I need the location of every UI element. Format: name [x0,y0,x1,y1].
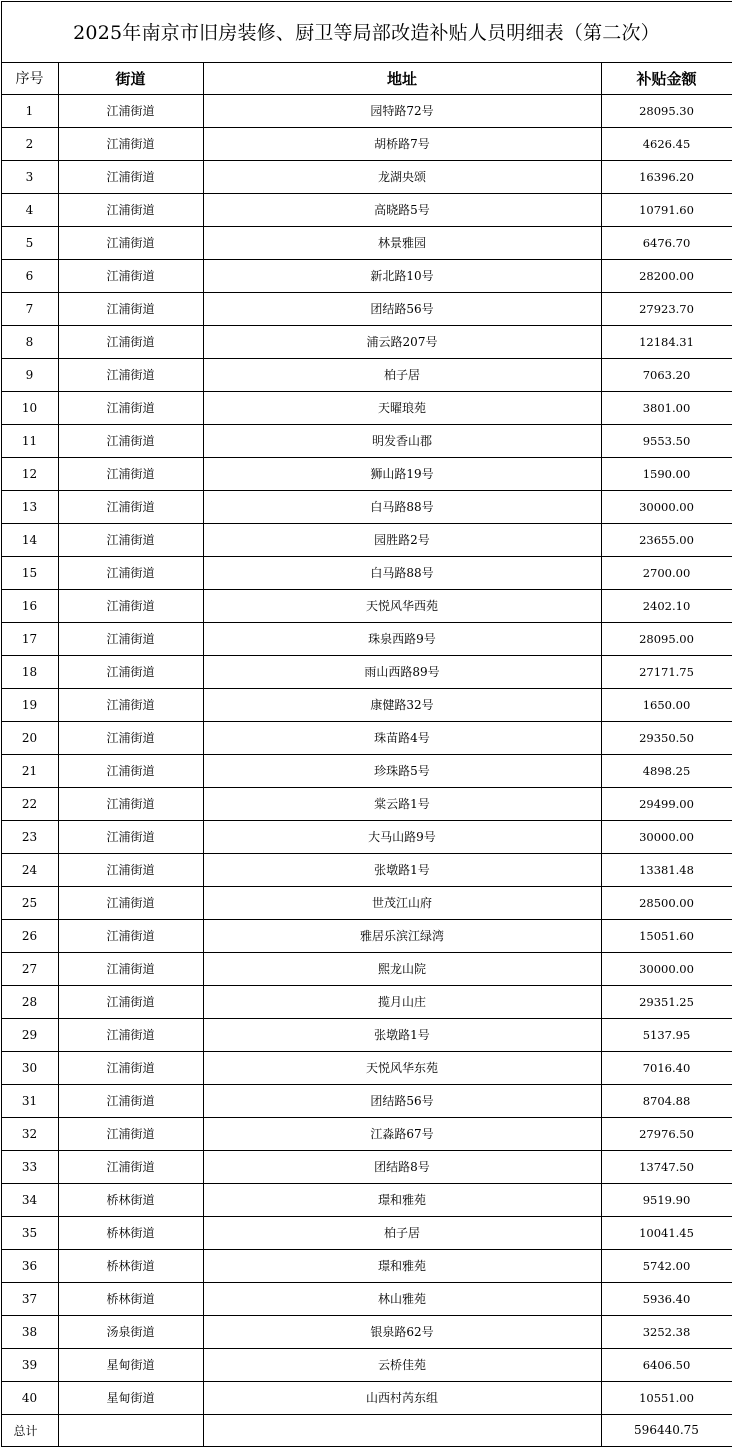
table-row [1,160,732,193]
cell-address: 龙湖央颂 [203,160,601,193]
cell-index: 12 [1,457,58,490]
cell-amount: 6406.50 [601,1348,732,1381]
cell-address: 棠云路1号 [203,787,601,820]
table-row [1,358,732,391]
cell-street: 江浦街道 [58,589,203,622]
cell-street: 桥林街道 [58,1183,203,1216]
cell-address: 狮山路19号 [203,457,601,490]
table-row [1,589,732,622]
cell-index: 35 [1,1216,58,1249]
cell-street: 江浦街道 [58,391,203,424]
cell-index: 22 [1,787,58,820]
cell-amount: 28500.00 [601,886,732,919]
table-row [1,1216,732,1249]
cell-street: 江浦街道 [58,688,203,721]
cell-amount: 30000.00 [601,490,732,523]
cell-amount: 2700.00 [601,556,732,589]
cell-index: 17 [1,622,58,655]
cell-amount: 7063.20 [601,358,732,391]
cell-index: 21 [1,754,58,787]
cell-street: 江浦街道 [58,1018,203,1051]
cell-amount: 5936.40 [601,1282,732,1315]
cell-address: 天曜琅苑 [203,391,601,424]
cell-amount: 7016.40 [601,1051,732,1084]
cell-index: 31 [1,1084,58,1117]
cell-street: 江浦街道 [58,358,203,391]
cell-street: 桥林街道 [58,1282,203,1315]
cell-street: 桥林街道 [58,1216,203,1249]
cell-address: 明发香山郡 [203,424,601,457]
cell-address: 珍珠路5号 [203,754,601,787]
cell-amount: 1590.00 [601,457,732,490]
cell-amount: 5137.95 [601,1018,732,1051]
table-row [1,1150,732,1183]
cell-amount: 23655.00 [601,523,732,556]
cell-index: 33 [1,1150,58,1183]
cell-amount: 4626.45 [601,127,732,160]
cell-address: 雨山西路89号 [203,655,601,688]
table-row [1,985,732,1018]
cell-street: 江浦街道 [58,655,203,688]
cell-street: 江浦街道 [58,523,203,556]
cell-street: 江浦街道 [58,193,203,226]
header-row [1,62,732,94]
cell-amount: 29351.25 [601,985,732,1018]
table-row [1,754,732,787]
cell-amount: 29499.00 [601,787,732,820]
cell-index: 23 [1,820,58,853]
cell-amount: 10041.45 [601,1216,732,1249]
cell-index: 10 [1,391,58,424]
table-row [1,391,732,424]
table-row [1,787,732,820]
cell-index: 30 [1,1051,58,1084]
cell-street: 江浦街道 [58,424,203,457]
table-row [1,523,732,556]
cell-index: 37 [1,1282,58,1315]
cell-address: 山西村芮东组 [203,1381,601,1414]
cell-address: 张墩路1号 [203,853,601,886]
cell-amount: 5742.00 [601,1249,732,1282]
cell-street: 桥林街道 [58,1249,203,1282]
cell-index: 4 [1,193,58,226]
cell-index: 36 [1,1249,58,1282]
cell-street: 江浦街道 [58,1084,203,1117]
cell-index: 2 [1,127,58,160]
table-row [1,292,732,325]
cell-address: 璟和雅苑 [203,1183,601,1216]
cell-index: 24 [1,853,58,886]
cell-index: 16 [1,589,58,622]
table-row [1,490,732,523]
cell-index: 20 [1,721,58,754]
cell-address: 揽月山庄 [203,985,601,1018]
total-amount: 596440.75 [601,1414,732,1446]
cell-street: 江浦街道 [58,226,203,259]
cell-address: 天悦风华西苑 [203,589,601,622]
table-row [1,424,732,457]
cell-address: 大马山路9号 [203,820,601,853]
cell-amount: 28095.30 [601,94,732,127]
cell-street: 江浦街道 [58,1150,203,1183]
table-row [1,127,732,160]
cell-street: 江浦街道 [58,259,203,292]
header-address: 地址 [203,62,601,94]
cell-index: 28 [1,985,58,1018]
header-street: 街道 [58,62,203,94]
cell-address: 新北路10号 [203,259,601,292]
cell-index: 39 [1,1348,58,1381]
cell-address: 柏子居 [203,358,601,391]
cell-address: 团结路8号 [203,1150,601,1183]
table-row [1,688,732,721]
cell-address: 珠苗路4号 [203,721,601,754]
table-title: 2025年南京市旧房装修、厨卫等局部改造补贴人员明细表（第二次） [1,1,732,62]
cell-address: 团结路56号 [203,292,601,325]
table-row [1,886,732,919]
cell-address: 白马路88号 [203,490,601,523]
table-row [1,457,732,490]
cell-address: 江淼路67号 [203,1117,601,1150]
cell-street: 江浦街道 [58,457,203,490]
table-row [1,919,732,952]
cell-index: 40 [1,1381,58,1414]
cell-index: 38 [1,1315,58,1348]
cell-address: 云桥佳苑 [203,1348,601,1381]
cell-amount: 3252.38 [601,1315,732,1348]
cell-amount: 4898.25 [601,754,732,787]
cell-street: 江浦街道 [58,886,203,919]
cell-amount: 30000.00 [601,820,732,853]
table-row [1,1348,732,1381]
cell-index: 15 [1,556,58,589]
cell-index: 11 [1,424,58,457]
cell-index: 27 [1,952,58,985]
cell-address: 天悦风华东苑 [203,1051,601,1084]
cell-street: 江浦街道 [58,622,203,655]
cell-amount: 27923.70 [601,292,732,325]
cell-street: 江浦街道 [58,985,203,1018]
cell-amount: 8704.88 [601,1084,732,1117]
cell-amount: 28095.00 [601,622,732,655]
subsidy-table [1,1,732,1447]
cell-amount: 27171.75 [601,655,732,688]
cell-street: 星甸街道 [58,1348,203,1381]
total-row [1,1414,732,1446]
table-row [1,820,732,853]
table-row [1,1249,732,1282]
table-row [1,193,732,226]
cell-amount: 6476.70 [601,226,732,259]
cell-amount: 10551.00 [601,1381,732,1414]
cell-amount: 28200.00 [601,259,732,292]
cell-street: 江浦街道 [58,754,203,787]
total-empty-street [58,1414,203,1446]
table-row [1,1183,732,1216]
cell-street: 汤泉街道 [58,1315,203,1348]
cell-street: 江浦街道 [58,919,203,952]
header-index: 序号 [1,62,58,94]
cell-index: 6 [1,259,58,292]
cell-index: 29 [1,1018,58,1051]
cell-street: 江浦街道 [58,853,203,886]
cell-amount: 13747.50 [601,1150,732,1183]
cell-address: 园特路72号 [203,94,601,127]
table-row [1,1051,732,1084]
cell-street: 江浦街道 [58,292,203,325]
cell-amount: 2402.10 [601,589,732,622]
cell-street: 江浦街道 [58,490,203,523]
cell-amount: 9519.90 [601,1183,732,1216]
cell-address: 珠泉西路9号 [203,622,601,655]
cell-index: 26 [1,919,58,952]
table-row [1,1282,732,1315]
cell-index: 1 [1,94,58,127]
cell-address: 浦云路207号 [203,325,601,358]
cell-address: 张墩路1号 [203,1018,601,1051]
cell-street: 江浦街道 [58,556,203,589]
cell-index: 13 [1,490,58,523]
cell-index: 34 [1,1183,58,1216]
cell-address: 世茂江山府 [203,886,601,919]
table-row [1,556,732,589]
total-empty-address [203,1414,601,1446]
table-row [1,1084,732,1117]
cell-address: 白马路88号 [203,556,601,589]
table-row [1,622,732,655]
cell-amount: 30000.00 [601,952,732,985]
cell-address: 雅居乐滨江绿湾 [203,919,601,952]
cell-address: 林山雅苑 [203,1282,601,1315]
cell-street: 江浦街道 [58,160,203,193]
cell-address: 熙龙山院 [203,952,601,985]
cell-address: 园胜路2号 [203,523,601,556]
total-label: 总计 [1,1414,58,1446]
cell-amount: 15051.60 [601,919,732,952]
header-amount: 补贴金额 [601,62,732,94]
cell-amount: 16396.20 [601,160,732,193]
table-row [1,853,732,886]
cell-index: 3 [1,160,58,193]
cell-street: 江浦街道 [58,94,203,127]
cell-address: 柏子居 [203,1216,601,1249]
cell-index: 14 [1,523,58,556]
cell-street: 星甸街道 [58,1381,203,1414]
cell-address: 林景雅园 [203,226,601,259]
cell-index: 9 [1,358,58,391]
cell-index: 19 [1,688,58,721]
cell-address: 胡桥路7号 [203,127,601,160]
cell-amount: 12184.31 [601,325,732,358]
table-row [1,1381,732,1414]
cell-amount: 29350.50 [601,721,732,754]
cell-address: 团结路56号 [203,1084,601,1117]
cell-amount: 9553.50 [601,424,732,457]
table-row [1,325,732,358]
cell-street: 江浦街道 [58,325,203,358]
cell-street: 江浦街道 [58,1117,203,1150]
cell-address: 高晓路5号 [203,193,601,226]
table-row [1,1117,732,1150]
table-row [1,1315,732,1348]
cell-street: 江浦街道 [58,127,203,160]
table-row [1,655,732,688]
cell-index: 5 [1,226,58,259]
table-row [1,1018,732,1051]
table-row [1,259,732,292]
cell-street: 江浦街道 [58,787,203,820]
cell-index: 8 [1,325,58,358]
cell-street: 江浦街道 [58,1051,203,1084]
cell-amount: 10791.60 [601,193,732,226]
cell-street: 江浦街道 [58,952,203,985]
cell-amount: 1650.00 [601,688,732,721]
cell-index: 25 [1,886,58,919]
cell-amount: 13381.48 [601,853,732,886]
cell-index: 7 [1,292,58,325]
cell-street: 江浦街道 [58,721,203,754]
cell-address: 璟和雅苑 [203,1249,601,1282]
table-row [1,226,732,259]
cell-amount: 3801.00 [601,391,732,424]
table-row [1,94,732,127]
cell-index: 32 [1,1117,58,1150]
cell-address: 银泉路62号 [203,1315,601,1348]
table-row [1,721,732,754]
cell-index: 18 [1,655,58,688]
cell-address: 康健路32号 [203,688,601,721]
cell-amount: 27976.50 [601,1117,732,1150]
cell-street: 江浦街道 [58,820,203,853]
table-row [1,952,732,985]
